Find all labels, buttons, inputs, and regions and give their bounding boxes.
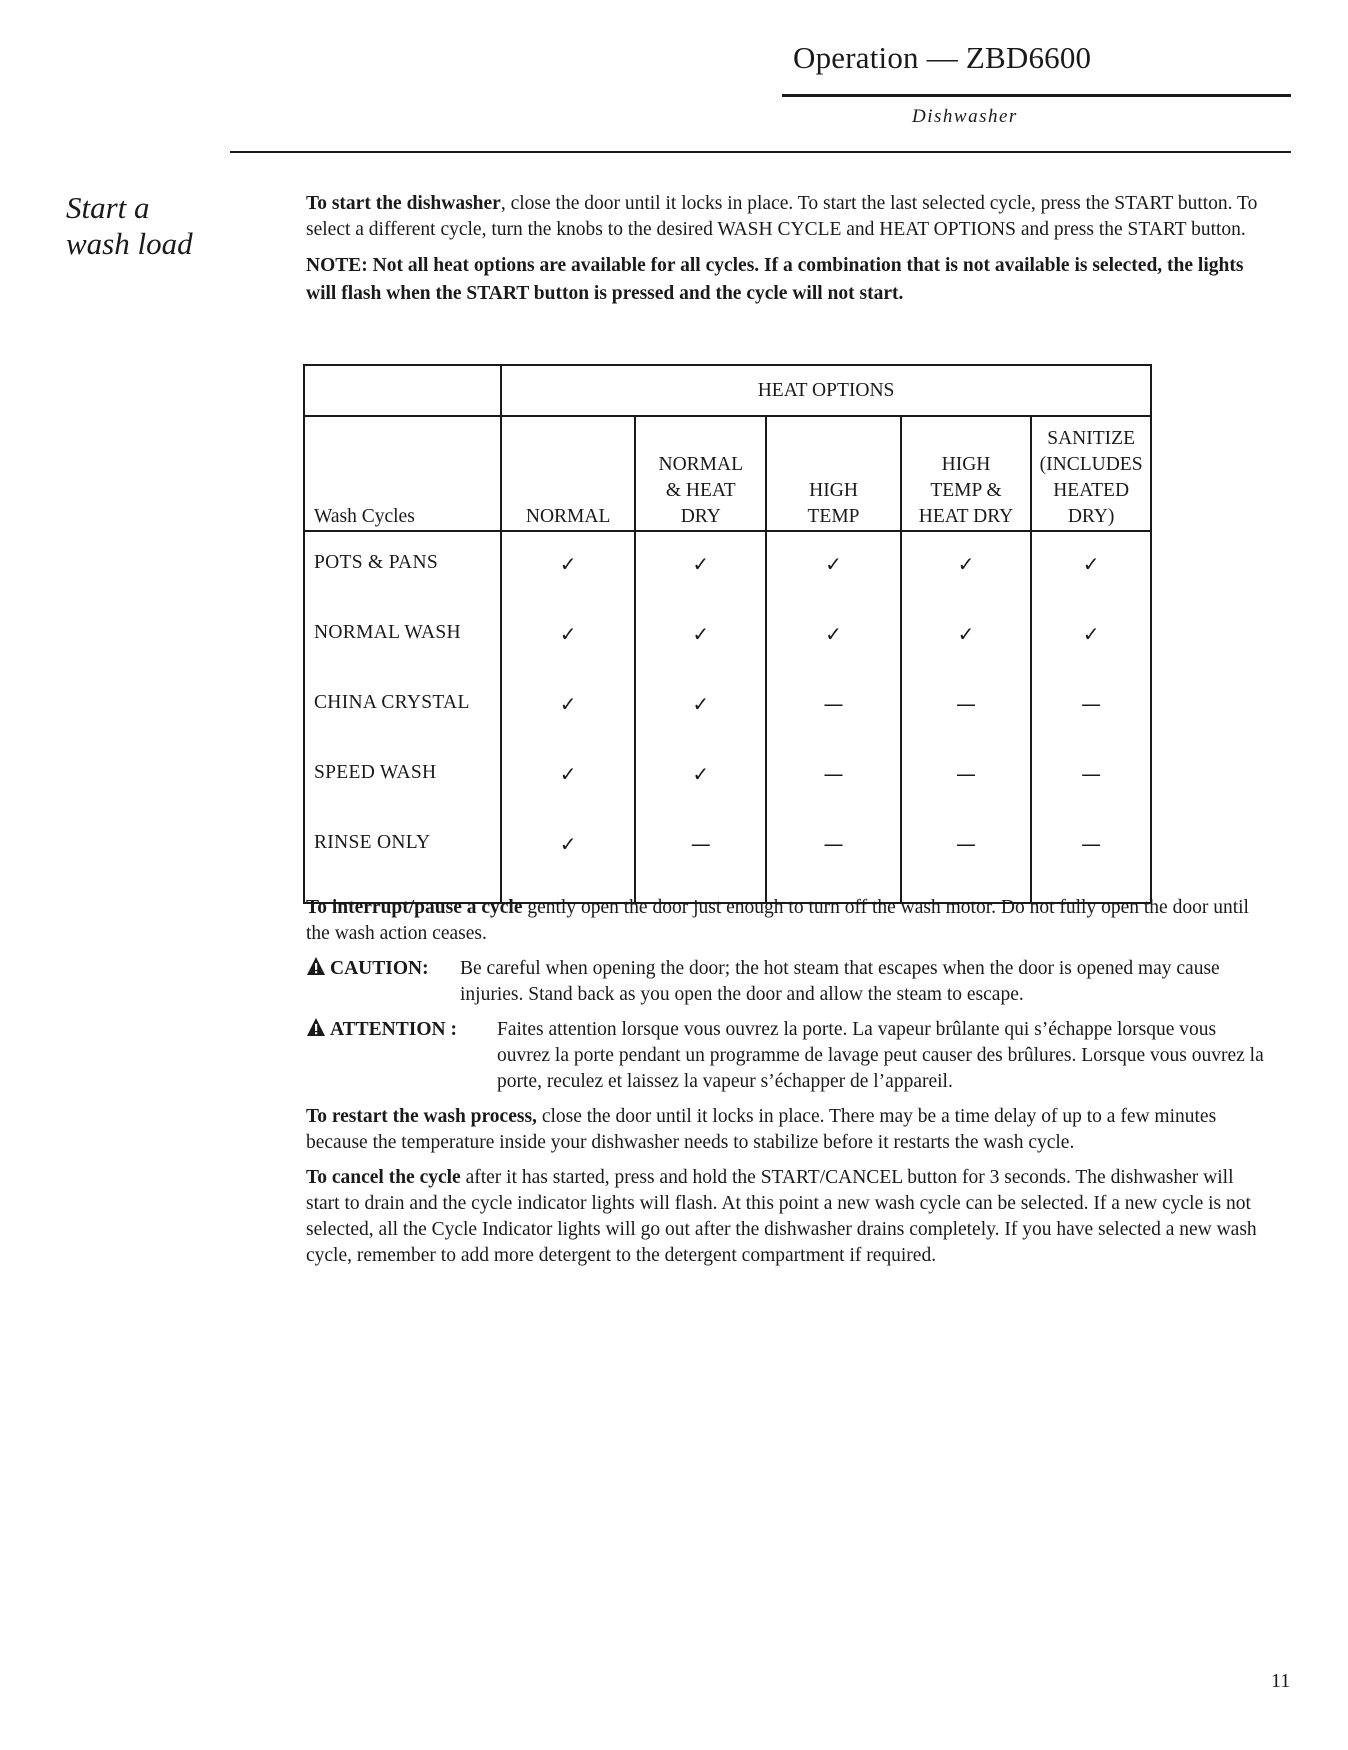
- table-cell: —: [901, 692, 1032, 762]
- table-cell: —: [766, 692, 900, 762]
- section-heading-line-1: Start a: [66, 190, 150, 225]
- intro-lead: To start the dishwasher: [306, 193, 501, 214]
- table-corner-cell: [304, 365, 501, 416]
- caution-label: CAUTION:: [330, 958, 429, 979]
- cycle-name: SPEED WASH: [304, 762, 501, 832]
- table-cell: ✓: [901, 531, 1032, 622]
- section-heading-line-2: wash load: [66, 226, 193, 261]
- interrupt-lead: To interrupt/pause a cycle: [306, 897, 523, 918]
- lower-content: [306, 895, 1264, 1278]
- table-cell: —: [766, 832, 900, 903]
- page-number: 11: [1271, 1670, 1291, 1692]
- cycle-name: POTS & PANS: [304, 531, 501, 622]
- cancel-paragraph: [306, 1165, 1264, 1269]
- restart-paragraph: [306, 1104, 1264, 1156]
- column-header-normal: NORMAL: [501, 416, 635, 531]
- caution-body: Be careful when opening the door; the hot steam that escapes when the door is opened may cause injuries. Stand back as you open the door and allow the steam to escape.: [460, 958, 1220, 1005]
- table-cell: —: [766, 762, 900, 832]
- restart-lead: To restart the wash process,: [306, 1106, 537, 1127]
- table-cell: —: [635, 832, 766, 903]
- attention-body: Faites attention lorsque vous ouvrez la porte. La vapeur brûlante qui s’échappe lorsque vous ouvrez la porte pendant un programme de lavage peut causer des brûlures. Lorsque vous ouvrez la porte, reculez et laissez la vapeur s’échapper de l’appareil.: [497, 1019, 1264, 1092]
- interrupt-body: gently open the door just enough to turn off the wash motor. Do not fully open the door until the wash action ceases.: [306, 897, 1249, 944]
- table-cell: ✓: [635, 622, 766, 692]
- table-row: [304, 692, 1151, 762]
- table-cell: —: [901, 832, 1032, 903]
- column-header-high-temp-heat-dry: HIGH TEMP & HEAT DRY: [901, 416, 1032, 531]
- table-cell: —: [1031, 762, 1151, 832]
- cycle-name: RINSE ONLY: [304, 832, 501, 903]
- cycle-name: NORMAL WASH: [304, 622, 501, 692]
- column-header-sanitize: SANITIZE (INCLUDES HEATED DRY): [1031, 416, 1151, 531]
- page-subtitle: Dishwasher: [912, 106, 1018, 127]
- table-cell: ✓: [501, 531, 635, 622]
- interrupt-paragraph: [306, 895, 1264, 947]
- table-group-header-row: [304, 365, 1151, 416]
- table-column-header-row: [304, 416, 1151, 531]
- intro-body: , close the door until it locks in place. To start the last selected cycle, press the START button. To select a different cycle, turn the knobs to the desired WASH CYCLE and HEAT OPTIONS and press the START button.: [306, 193, 1258, 240]
- table-cell: ✓: [635, 762, 766, 832]
- table-cell: ✓: [901, 622, 1032, 692]
- table-cell: ✓: [501, 622, 635, 692]
- table-row: [304, 832, 1151, 903]
- table-cell: ✓: [1031, 622, 1151, 692]
- cancel-body: after it has started, press and hold the START/CANCEL button for 3 seconds. The dishwasher will start to drain and the cycle indicator lights will flash. At this point a new wash cycle can be selected. If a new cycle is not selected, all the Cycle Indicator lights will go out after the dishwasher drains completely. If you have selected a new wash cycle, remember to add more detergent to the detergent compartment if required.: [306, 1167, 1257, 1266]
- table-cell: ✓: [635, 531, 766, 622]
- header-divider-short: [782, 94, 1291, 97]
- caution-block: [306, 956, 1264, 1008]
- heat-options-table: [303, 364, 1152, 904]
- restart-body: close the door until it locks in place. There may be a time delay of up to a few minutes because the temperature inside your dishwasher needs to stabilize before it restarts the wash cycle.: [306, 1106, 1217, 1153]
- warning-triangle-icon: [306, 1017, 326, 1037]
- heat-options-header: HEAT OPTIONS: [501, 365, 1151, 416]
- table-row: [304, 531, 1151, 622]
- table-cell: ✓: [766, 622, 900, 692]
- wash-cycles-header: Wash Cycles: [304, 416, 501, 531]
- table-cell: ✓: [501, 762, 635, 832]
- page-title: Operation — ZBD6600: [793, 40, 1092, 75]
- table-cell: ✓: [635, 692, 766, 762]
- cycle-name: CHINA CRYSTAL: [304, 692, 501, 762]
- table-cell: ✓: [501, 692, 635, 762]
- table-cell: —: [901, 762, 1032, 832]
- column-header-high-temp: HIGH TEMP: [766, 416, 900, 531]
- section-heading: [66, 190, 193, 262]
- table-cell: —: [1031, 692, 1151, 762]
- table-cell: ✓: [501, 832, 635, 903]
- main-content: [306, 191, 1264, 308]
- table-cell: ✓: [1031, 531, 1151, 622]
- cancel-lead: To cancel the cycle: [306, 1167, 461, 1188]
- intro-paragraph: [306, 191, 1264, 243]
- table-cell: —: [1031, 832, 1151, 903]
- table-row: [304, 622, 1151, 692]
- attention-block: [306, 1017, 1264, 1095]
- table-row: [304, 762, 1151, 832]
- column-header-normal-heat-dry: NORMAL & HEAT DRY: [635, 416, 766, 531]
- header-divider: [230, 151, 1291, 153]
- attention-label: ATTENTION :: [330, 1019, 457, 1040]
- table-cell: ✓: [766, 531, 900, 622]
- warning-triangle-icon: [306, 956, 326, 976]
- note-paragraph: NOTE: Not all heat options are available for all cycles. If a combination that is not available is selected, the lights will flash when the START button is pressed and the cycle will not start.: [306, 255, 1244, 304]
